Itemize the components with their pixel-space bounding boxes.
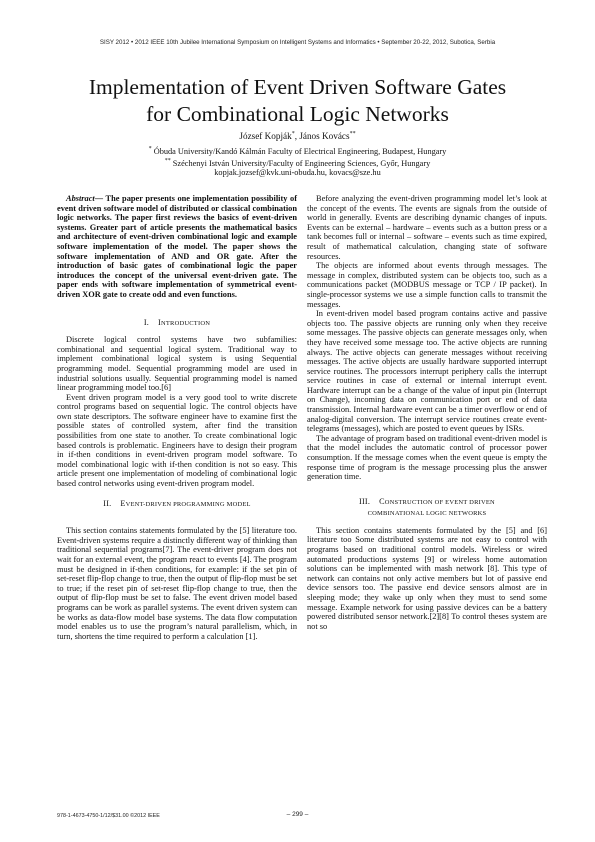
isbn-footer: 978-1-4673-4750-1/12/$31.00 ©2012 IEEE [57,813,160,819]
page-number: – 299 – [286,811,309,818]
author-emails: kopjak.jozsef@kvk.uni-obuda.hu, kovacs@sze.hu [214,168,381,177]
affiliation-mark: * [148,146,152,152]
author-list [0,131,595,141]
title-line-2: for Combinational Logic Networks [146,102,449,126]
section-title-initial: I [158,317,161,327]
section-title-initial: E [120,498,126,508]
section-number: I. [143,317,150,327]
author-name: József Kopják [239,131,292,142]
paragraph: Before analyzing the event-driven programming model let’s look at the concept of the events. The events are signals from the outside of world in generally. Events are describing dynamic changes of inputs. Events can be external – hardware – events such as a button press or a tank becomes full or internal – software – events such as time expired, result of mathematical calculation, changing state of software resources. [307,194,547,261]
paragraph: The advantage of program based on traditional event-driven model is that the model includes the automatic control of processor power consumption. If the message comes when the event queue is empty the response time of program is the message processing plus the answer generation time. [307,433,547,482]
section-number: III. [359,496,371,506]
section-title-rest: ONSTRUCTION OF EVENT DRIVEN [384,498,495,506]
affiliation-1 [0,144,595,157]
affiliation-mark: ** [164,158,171,164]
affiliation-2 [0,156,595,169]
paragraph: The objects are informed about events through messages. The message in complex, distributed system can be objects too, such as a communications packet (MODBUS message or TCP / IP packet). In single-processor systems we use a simple function calls to transmit the messages. [307,261,547,309]
right-column [307,194,547,631]
abstract-lead: Abstract— [66,194,104,203]
paragraph: This section contains statements formulated by the [5] literature too. Event-driven systems require a distinctly different way of thinking than traditional sequential programs[7]. The event-driver program does not wait for an external event, the program react to events [4]. The program must be designed in if-then conditions, for example: if the set pin of set-reset flip-flop change to true, then the output of flip-flop must be set to true; if the reset pin of set-reset flip-flop change to true, then the output of flip-flop must be set to false. The event driven model based programs can be work as parallel systems. The event driven system can be works as data-flow model base systems. The data flow computation model enables us to use the program’s natural parallelism, which, in turn, shortens the time required to perform a calculation [1]. [57,526,297,641]
paper-title [40,74,555,128]
author-name: János Kovács [299,131,350,142]
abstract-text: The paper presents one implementation possibility of event driven software model of distributed or classical combination logic networks. The paper first reviews the basics of event-driven systems. Greater part of article presents the mathematical basics and architecture of event-driven combinational logic and example software implementation of the model. The paper shows the software implementation of AND and OR gate. After the introduction of basic gates of combinational logic the paper introduces the concept of the universal event-driven gate. The paper ends with software implementation of symmetrical event-driven XOR gate to create odd and even functions. [57,194,297,299]
section-title-rest: NTRODUCTION [160,319,211,327]
abstract [57,194,297,300]
affiliation-text: Óbuda University/Kandó Kálmán Faculty of Electrical Engineering, Budapest, Hungary [151,146,447,156]
affiliation-mark: * [291,131,295,137]
paragraph: Event driven program model is a very good tool to write discrete control programs based on sequential logic. The control objects have own state descriptors. The software engineer have to examine first the possible states of controlled system, after find the transition possibilities from one state to another. To create combinational logic based controls is problematic. Engineers have to design their program in if-then conditions in event-driven program model software. To model combinational logic with if-then condition is not so easy. This article present one implementation of modeling of combinational logic based control networks using event-driven program model. [57,392,297,489]
section-number: II. [103,498,112,508]
conference-header: SISY 2012 • 2012 IEEE 10th Jubilee International Symposium on Intelligent Systems and Informatics • September 20-22, 2012, Subotica, Serbia [99,39,496,46]
paragraph: Discrete logical control systems have two subfamilies: combinational and sequential logical system. Traditional way to implement combinational logical system is using Sequential programming model. Sequential programming model are used in industrial solutions usually. Sequential programming model is named linear programming model too.[6] [57,335,297,393]
affiliation-mark: ** [349,131,356,137]
section-title-rest: VENT-DRIVEN PROGRAMMING MODEL [125,500,251,508]
section-heading-introduction [57,318,297,329]
paragraph: This section contains statements formulated by the [5] and [6] literature too Some distributed systems are not easy to control with programs based on traditional control models. Wireless or wired automated productions systems [9] or wireless home automation solutions can be implemented with mash network [8]. This type of network can contains not only active members but lot of passive end device sensors too. The passive end device sensors almost are in sleeping mode; they wake up only when they must to send some message. Example network for using passive devices can be a battery powered distributed sensor network.[2][8] To control theses system are not so [307,525,547,631]
section-title-initial: C [379,496,385,506]
left-column [57,194,297,641]
section-heading-construction [307,496,547,519]
affiliation-text: Széchenyi István University/Faculty of Engineering Sciences, Győr, Hungary [170,158,431,168]
paragraph: In event-driven model based program contains active and passive objects too. The passive objects are running only when they receive some messages. The passive objects can generate messages only, when they have received some message too. The active objects are running always. The active objects can generate messages without receiving messages. The active objects are usually hardware supported interrupt service routines. The processors interrupt periphery calls the interrupt service routines in case of external or internal interrupt event. Hardware interrupt can be a change of the value of input pin (Interrupt on Change), incoming data on communication port or end of data transmission. Internal hardware event can be a timer overflow or end of analog-digital conversion. The interrupt service routines create event-telegrams (messages), which are posted to event queues by ISRs. [307,309,547,434]
section-heading-event-driven-model [57,499,297,510]
author-separator: , [294,131,300,142]
title-line-1: Implementation of Event Driven Software Gates [88,75,507,99]
section-title-line-2: COMBINATIONAL LOGIC NETWORKS [367,509,487,517]
